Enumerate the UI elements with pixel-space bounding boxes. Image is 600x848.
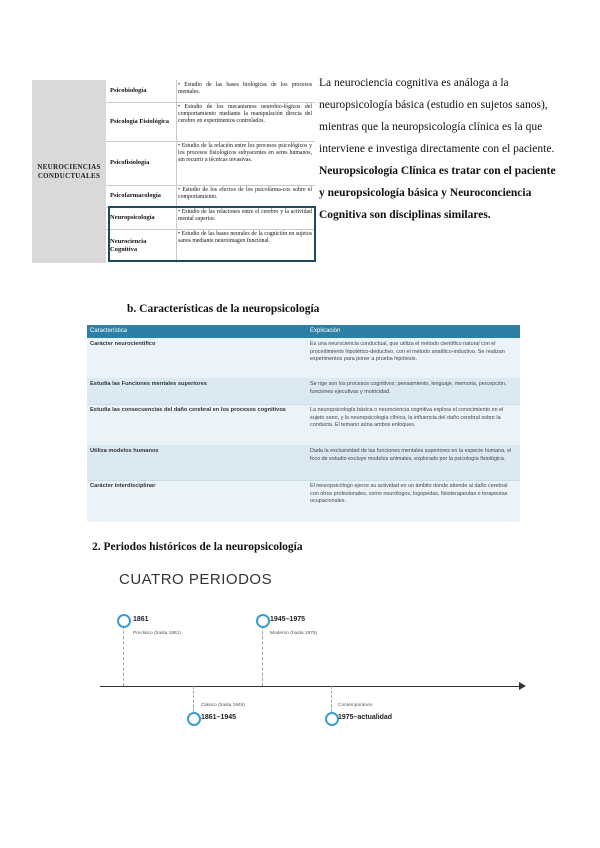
header-feature: Característica	[90, 328, 128, 334]
explanation-cell: La neuropsicología básica o neurociencia cognitiva explora el conocimiento en el sujeto sano, y la neuropsicología clínica, la influencia del daño cerebral sobre la conducta. El temario aúna ambos enfoques.	[310, 407, 504, 428]
timeline-axis	[100, 686, 523, 687]
row-term: Psicofisiología	[110, 159, 150, 166]
table-row	[87, 404, 520, 446]
table-row	[106, 185, 315, 208]
explanation-cell: El neuropsicólogo ejerce su actividad en un ámbito donde atiende al daño cerebral con otros profesionales, como neurólogos, logopedas, fisioterapeutas o terapeutas ocupacionales.	[310, 483, 508, 504]
period-year: 1945–1975	[270, 616, 306, 623]
timeline-pin-icon	[325, 712, 339, 726]
group-label	[32, 80, 106, 263]
period-label: Moderno (hasta 1975)	[270, 631, 318, 636]
period-label: Clásico (hasta 1945)	[201, 703, 245, 708]
row-desc: • Estudio de los efectos de los psicofárma-cos sobre el comportamiento.	[178, 187, 312, 200]
group-label-line1: NEUROCIENCIAS	[37, 162, 101, 171]
period-year: 1861–1945	[201, 714, 237, 721]
explanation-cell: Dada la exclusividad de las funciones mentales superiores en la especie humana, el foco de estudio excluye modelos animales, explorado por la psicología fisiológica.	[310, 448, 512, 462]
feature-cell: Utiliza modelos humanos	[90, 448, 159, 454]
explanation-cell: Es una neurociencia conductual, que utiliza el método científico natural con el procedimiento hipotético-deductivo, con el método analítico-inductivo. Se realizan experimentos para poner a prueba hipótesis.	[310, 341, 505, 362]
feature-cell: Carácter neurocientífico	[90, 341, 156, 347]
paragraph-bold-text: Neuropsicología Clínica es tratar con el paciente y neuropsicología básica y Neuroconciencia Cognitiva son disciplinas similares.	[319, 165, 556, 221]
table-row	[87, 378, 520, 405]
table-row	[87, 445, 520, 481]
connector-line	[123, 626, 124, 686]
explanation-cell: Se rige son los procesos cognitivos: pensamiento, lenguaje, memoria, percepción, funciones ejecutivas y motricidad.	[310, 381, 507, 395]
period-year: 1861	[133, 616, 149, 623]
connector-line	[262, 626, 263, 686]
row-term: Psicofarmacología	[110, 192, 161, 199]
header-explanation: Explicación	[310, 328, 341, 334]
timeline-pin-icon	[117, 614, 131, 628]
intro-paragraph	[319, 72, 559, 226]
table-header	[87, 325, 520, 338]
table-row	[106, 102, 315, 142]
connector-line	[193, 686, 194, 712]
feature-cell: Carácter interdisciplinar	[90, 483, 156, 489]
row-desc: • Estudio de las relaciones entre el cerebro y la actividad mental superior.	[178, 209, 312, 222]
row-desc: • Estudio de las bases neurales de la cognición en sujetos sanos mediante neuroimagen funcional.	[178, 231, 312, 244]
period-label: Contemporáneo	[338, 703, 373, 708]
section-2-heading: 2. Periodos históricos de la neuropsicología	[92, 541, 303, 553]
row-term: Neurociencia Cognitiva	[110, 238, 147, 253]
row-desc: • Estudio de las bases biológicas de los procesos mentales.	[178, 82, 312, 95]
timeline-title: CUATRO PERIODOS	[119, 571, 273, 588]
paragraph-text: La neurociencia cognitiva es análoga a la neuropsicología básica (estudio en sujetos sanos), mientras que la neuropsicología clínica es la que interviene e investiga directamente con el paciente.	[319, 77, 555, 155]
timeline-arrow-icon	[519, 682, 526, 690]
row-desc: • Estudio de la relación entre los procesos psicológicos y los procesos fisiológicos subyacentes en seres humanos, sin recurrir a técnicas invasivas.	[178, 143, 312, 163]
period-label: Precláico (hasta 1861)	[133, 631, 181, 636]
table-row	[87, 480, 520, 522]
characteristics-table	[87, 325, 520, 522]
row-term: Neuropsicología	[110, 214, 155, 221]
connector-line	[331, 686, 332, 712]
section-b-heading: b. Características de la neuropsicología	[127, 303, 320, 315]
row-term: Psicología Fisiológica	[110, 117, 170, 125]
period-year: 1975–actualidad	[338, 714, 393, 721]
feature-cell: Estudia las consecuencias del daño cerebral en los procesos cognitivos	[90, 407, 286, 413]
table-row	[106, 80, 315, 103]
timeline-pin-icon	[187, 712, 201, 726]
timeline-pin-icon	[256, 614, 270, 628]
table-row	[106, 141, 315, 186]
row-desc: • Estudio de los mecanismos neurobio-lógicos del comportamiento mediante la manipulación directa del cerebro en experimentos controlados.	[178, 104, 312, 124]
group-label-line2: CONDUCTUALES	[37, 171, 101, 180]
highlight-box	[108, 206, 316, 262]
feature-cell: Estudia las Funciones mentales superiores	[90, 381, 207, 387]
table-row	[87, 338, 520, 379]
row-term: Psicobiología	[110, 87, 147, 94]
